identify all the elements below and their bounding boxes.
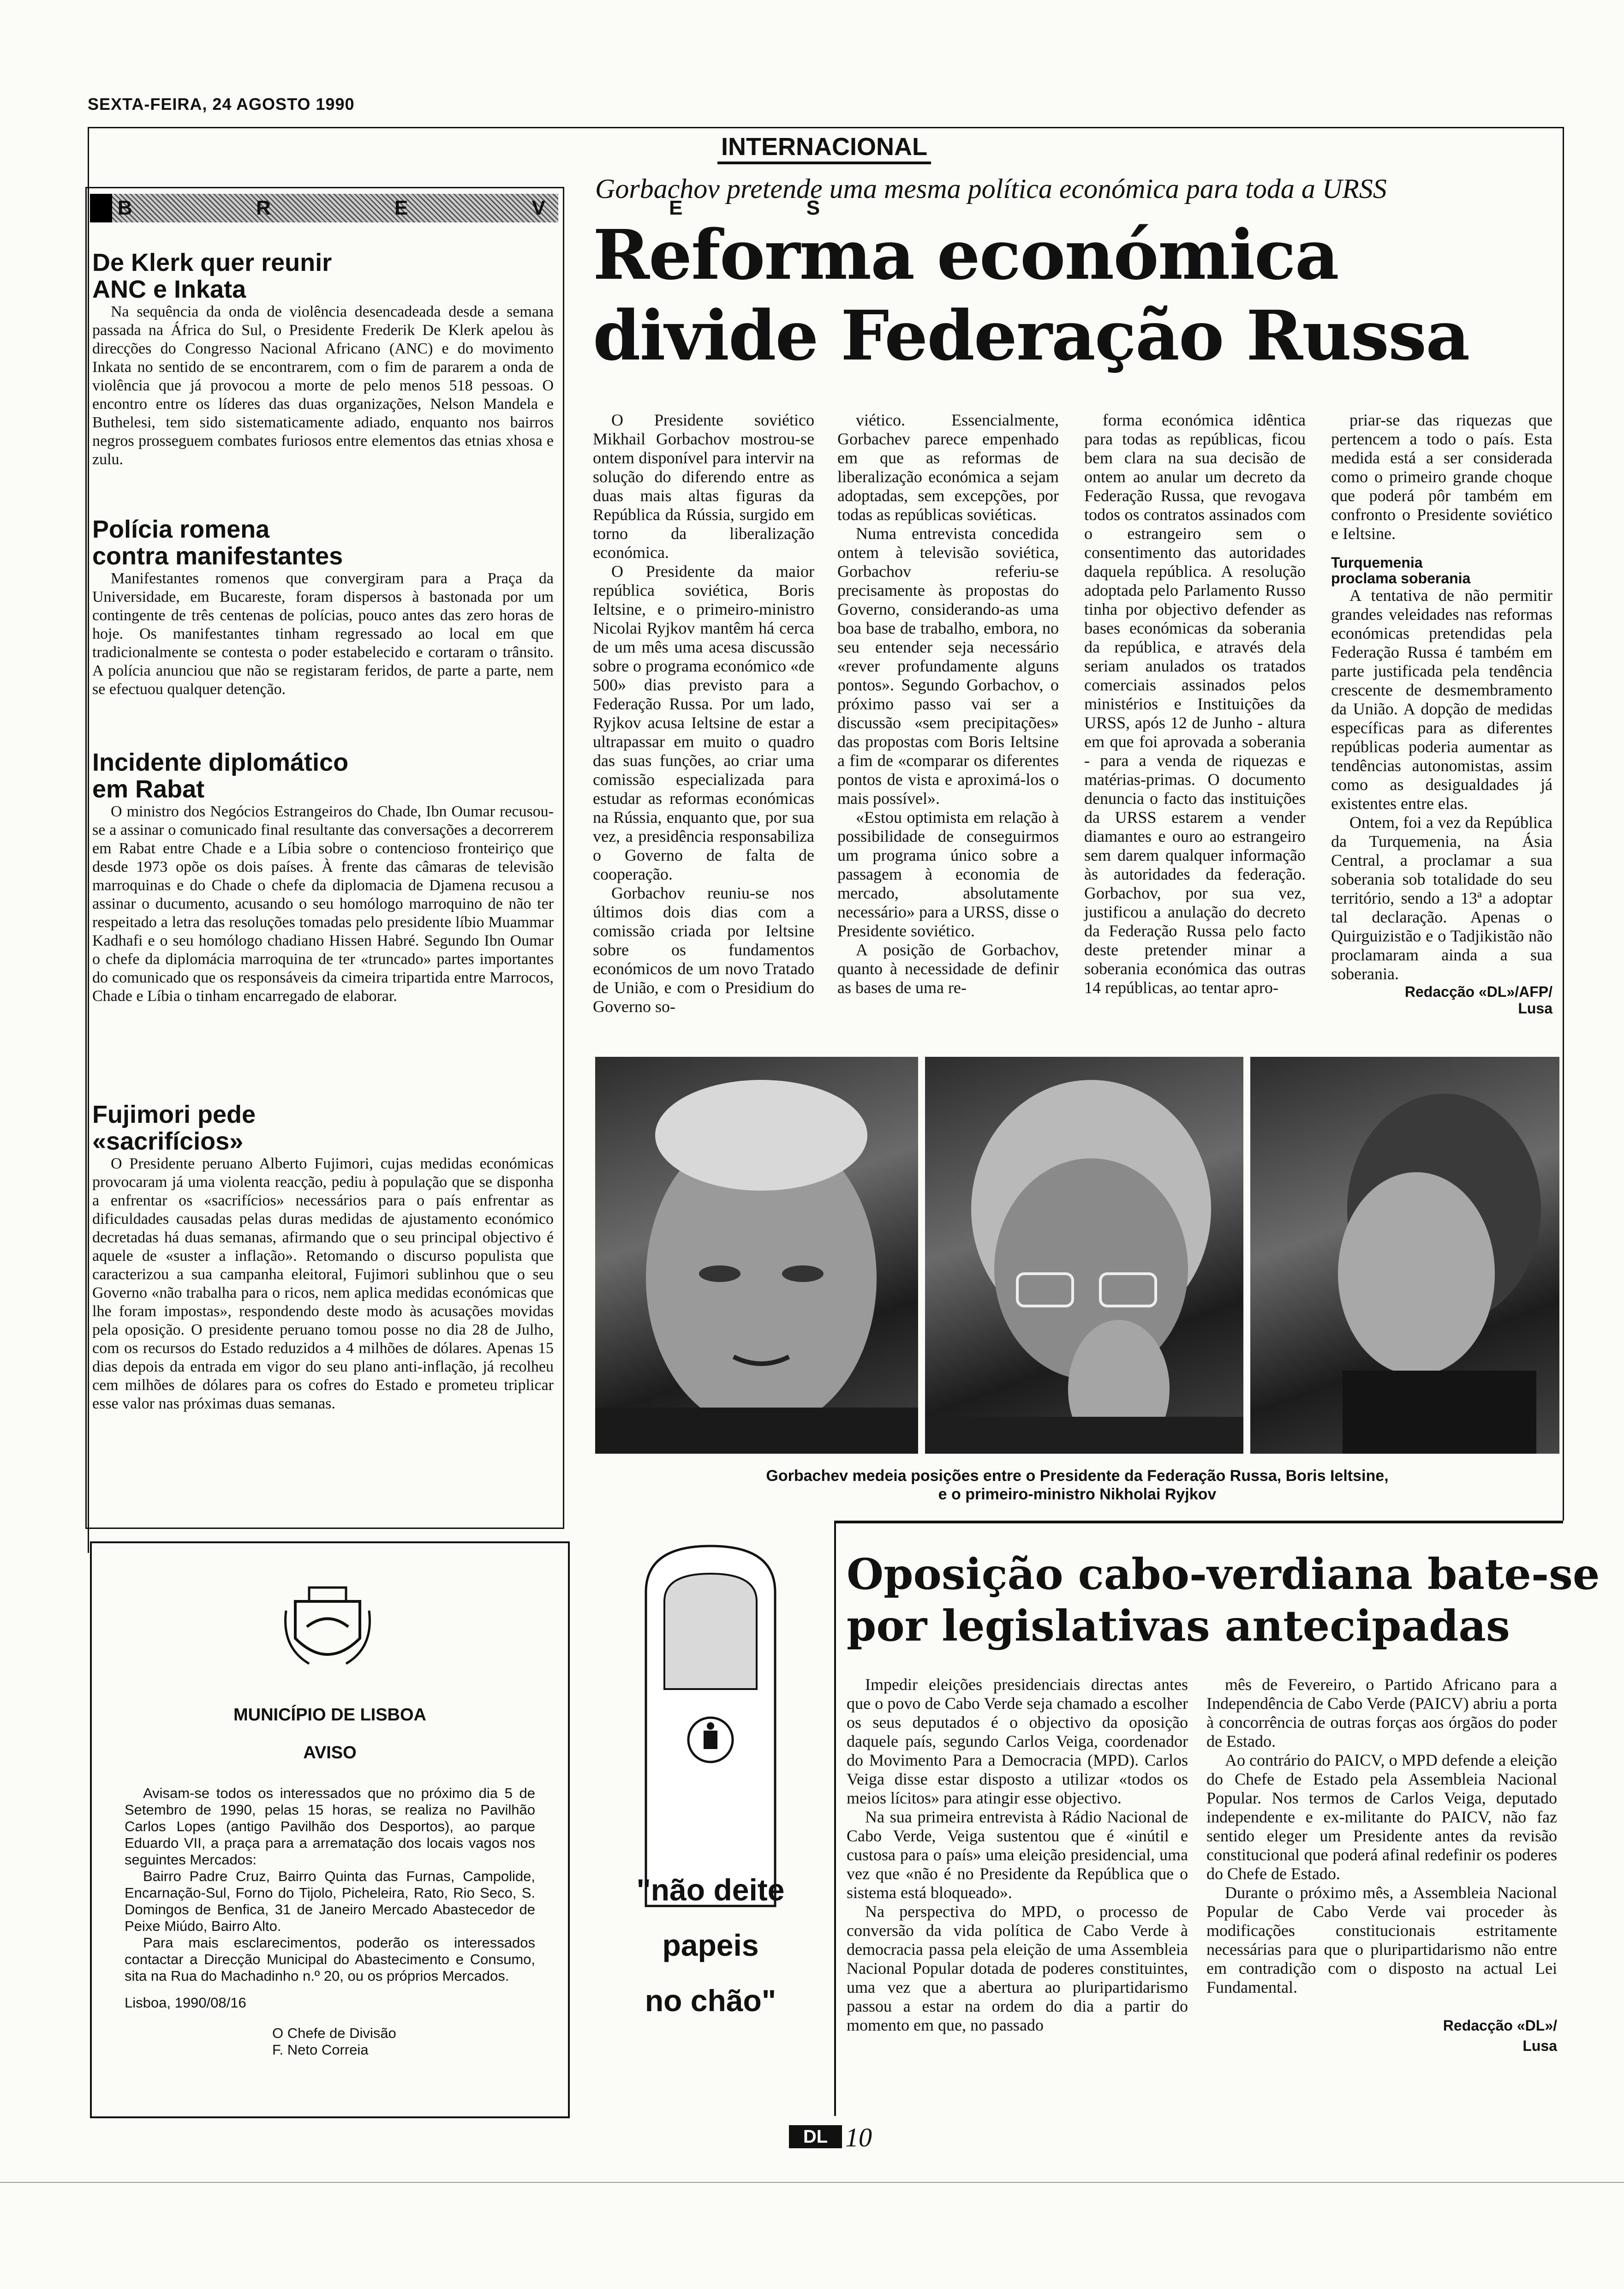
- column-4b-text: [1331, 586, 1552, 983]
- aviso-paragraph: Para mais esclarecimentos, poderão os interessados contactar a Direcção Municipal do Abastecimento e Consumo, sita na Rua do Machadinho n.º 20, ou os próprios Mercados.: [125, 1935, 535, 1984]
- breves-banner: [90, 194, 879, 222]
- photo-caption: [595, 1467, 1559, 1504]
- second-column-2: [1206, 1675, 1557, 2056]
- photo-gorbachov-svg: [925, 1057, 1243, 1454]
- breve-title: ANC e Inkata: [92, 276, 246, 303]
- article-kicker: Gorbachov pretende uma mesma política económica para toda a URSS: [595, 174, 1387, 204]
- aviso-paragraph: Bairro Padre Cruz, Bairro Quinta das Furnas, Campolide, Encarnação-Sul, Forno do Tijolo, Picheleira, Rato, Rio Seco, S. Domingos de Benfica, 31 de Janeiro Mercado Abastecedor de Peixe Miúdo, Bairro Alto.: [125, 1868, 535, 1934]
- second-column-1: [847, 1675, 1188, 2035]
- paragraph: Ontem, foi a vez da República da Turquemenia, na Ásia Central, a proclamar a sua soberania sob totalidade do seu território, sendo a 13ª a adoptar tal declaração. Apenas o Quirguizistão e o Tadjikistão não proclamaram ainda a sua soberania.: [1331, 813, 1552, 983]
- column-4-text: [1331, 411, 1552, 543]
- slogan-line: "não deite: [636, 1873, 785, 1907]
- caption-line: e o primeiro-ministro Nikholai Ryjkov: [938, 1486, 1217, 1503]
- headline-line: divide Federação Russa: [593, 295, 1469, 376]
- aviso-paragraph: Avisam-se todos os interessados que no próximo dia 5 de Setembro de 1990, pelas 15 horas, se realiza no Pavilhão Carlos Lopes (antigo Pavilhão dos Desportos), ao parque Eduardo VII, a praça para a arrematação dos locais vagos nos seguintes Mercados:: [125, 1785, 535, 1868]
- breve-1: [92, 249, 554, 469]
- credit-line: Redacção «DL»/AFP/: [1404, 983, 1552, 1000]
- breve-title: em Rabat: [92, 775, 205, 803]
- aviso-title: AVISO: [303, 1743, 357, 1762]
- paragraph: Na perspectiva do MPD, o processo de conversão da vida política de Cabo Verde à democracia passa pela eleição de uma Assembleia Nacional Popular dotada de poderes constituintes, uma vez que a abertura ao pluripartidarismo passou a estar na ordem do dia a partir do momento em que, no passado: [847, 1902, 1188, 2034]
- breves-banner-label: B R E V E S: [118, 197, 879, 219]
- paragraph: O Presidente da maior república soviética, Boris Ieltsine, e o primeiro-ministro Nicolai Ryjkov mantêm há cerca de um mês uma acesa discussão sobre o programa económico «de 500» dias previsto para a Federação Russa. Por um lado, Ryjkov acusa Ieltsine de estar a ultrapassar em muito o quadro das suas funções, ao criar uma comissão especializada para estudar as reformas económicas na Rússia, enquanto que, por sua vez, a presidência responsabiliza o Governo de falta de cooperação.: [593, 562, 814, 883]
- date-line: SEXTA-FEIRA, 24 AGOSTO 1990: [88, 95, 355, 114]
- paragraph: «Estou optimista em relação à possibilidade de conseguirmos um programa único sobre a passagem à economia de mercado, absolutamente necessário» para a URSS, disse o Presidente soviético.: [837, 808, 1059, 940]
- litter-bin-icon: [595, 1537, 826, 1915]
- slogan-line: no chão": [645, 1983, 776, 2018]
- credit-line: Redacção «DL»/: [1443, 2017, 1557, 2034]
- photo-gorbachov: [925, 1057, 1243, 1454]
- subhead: [1331, 555, 1552, 586]
- header-rule: [88, 127, 1564, 128]
- breve-text: O ministro dos Negócios Estrangeiros do Chade, Ibn Oumar recusou-se a assinar o comunicado final resultante das conversações a decorrerem em Rabat entre Chade e a Líbia sobre o contencioso fronteiriço que desde 1973 opõe os dois países. À frente das câmaras de televisão marroquinas e do Chade o chefe da diplomacia de Djamena recusou a assinar o ducumento, acusando o seu homólogo marroquino de não ter respeitado a letra das resoluções tomadas pelo presidente líbio Muammar Kadhafi e o seu homólogo chadiano Hissen Habré. Segundo Ibn Oumar o chefe da diplomácia marroquina de ter «truncado» partes importantes do comunicado que os responsáveis da cimeira tripartida entre Marrocos, Chade e Líbia o tinham encarregado de elaborar.: [92, 803, 554, 1005]
- headline-line: por legislativas antecipadas: [847, 1601, 1510, 1651]
- photo-ryjkov-svg: [1250, 1057, 1559, 1454]
- paragraph: Na sua primeira entrevista à Rádio Nacional de Cabo Verde, Veiga sustentou que é «inútil e custosa para o país» uma eleição presidencial, uma vez que «não é no Presidente da República que o sistema está bloqueado».: [847, 1808, 1188, 1902]
- paragraph: viético. Essencialmente, Gorbachev parece empenhado em que as reformas de liberalização económica a sejam adoptadas, sem excepções, por todas as repúblicas soviéticas.: [837, 411, 1059, 524]
- breve-4: [92, 1101, 554, 1413]
- article-column-4: [1331, 411, 1552, 1017]
- second-article-rule: [834, 1521, 1563, 1523]
- article-headline: [593, 215, 1469, 376]
- breve-text: O Presidente peruano Alberto Fujimori, cujas medidas económicas provocaram já uma violenta reacção, pediu à população que se disponha a enfrentar os «sacrifícios» necessários para o país enfrentar as dificuldades causadas pelas duras medidas de ajustamento económico decretadas há duas semanas, afirmando que o seu principal objectivo é aquele de «suster a inflação». Retomando o discurso populista que caracterizou a sua campanha eleitoral, Fujimori sublinhou que o seu Governo «não trabalha para o ricos, nem aplica medidas económicas que lhe foram impostas», respondendo deste modo às acusações movidas pela oposição. O presidente peruano tomou posse no dia 28 de Julho, com os recursos do Estado reduzidos a 4 milhões de dólares. Apenas 15 dias depois da entrada em vigor do seu plano anti-inflação, já recolheu cem milhões de dólares para os cofres do Estado e prometeu triplicar esse valor nas próximas duas semanas.: [92, 1155, 554, 1412]
- article-column-1: [593, 411, 814, 1016]
- paragraph: Numa entrevista concedida ontem à televisão soviética, Gorbachov referiu-se precisamente às propostas do Governo, considerando-as uma boa base de trabalho, embora, no seu entender seja necessário «rever profundamente alguns pontos». Segundo Gorbachov, o próximo passo vai ser a discussão «sem precipitações» das propostas com Boris Ieltsine a fim de «comparar os diferentes pontos de vista e aproximá-los o mais possível».: [837, 524, 1059, 808]
- photo-ieltsine-svg: [595, 1057, 918, 1454]
- breve-text: Na sequência da onda de violência desencadeada desde a semana passada na África do Sul, o Presidente Frederik De Klerk apelou às direcções do Congresso Nacional Africano (ANC) e do movimento Inkata no sentido de se encontrarem, com o fim de pararem a onda de violência que já provocou a morte de pelo menos 518 pessoas. O encontro entre os líderes das duas organizações, Nelson Mandela e Buthelesi, tem sido sistematicamente adiado, enquanto nos bairros negros prosseguem combates furiosos entre elementos das etnias xhosa e zulu.: [92, 303, 554, 468]
- aviso-signature: F. Neto Correia: [272, 2042, 369, 2058]
- headline-line: Reforma económica: [593, 215, 1338, 295]
- breve-text: Manifestantes romenos que convergiram para a Praça da Universidade, em Bucareste, foram dispersos à bastonada por um contingente de três centenas de polícias, pouco antes das zero horas de hoje. Os manifestantes tinham regressado ao local em que tradicionalmente se contesta o poder estabelecido e cortaram o trânsito. A polícia anunciou que não se registaram feridos, de parte a parte, nem se efectuou qualquer detenção.: [92, 570, 554, 698]
- paragraph: priar-se das riquezas que pertencem a todo o país. Esta medida está a ser considerada como o primeiro grande choque que poderá pôr também em confronto o Presidente soviético e Ieltsine.: [1331, 411, 1552, 543]
- paragraph: Impedir eleições presidenciais directas antes que o povo de Cabo Verde seja chamado a escolher os seus deputados é o objectivo da oposição daquele país, segundo Carlos Veiga, coordenador do Movimento Para a Democracia (MPD). Carlos Veiga disse estar disposto a utilizar «todos os meios lícitos» para atingir esse objectivo.: [847, 1675, 1188, 1807]
- breve-title: Incidente diplomático: [92, 749, 349, 776]
- footer-rule: [0, 2182, 1624, 2183]
- article-column-2: [837, 411, 1059, 997]
- photo-ieltsine: [595, 1057, 918, 1454]
- second-column-2-text: [1206, 1675, 1557, 1997]
- caption-line: Gorbachev medeia posições entre o Presidente da Federação Russa, Boris Ieltsine,: [766, 1467, 1389, 1485]
- paragraph: A posição de Gorbachov, quanto à necessidade de definir as bases de uma re-: [837, 941, 1059, 997]
- paragraph: Gorbachov reuniu-se nos últimos dois dias com a comissão criada por Ieltsine sobre os fundamentos económicos de um novo Tratado de União, e com o Presidium do Governo so-: [593, 884, 814, 1016]
- article-column-3: [1084, 411, 1306, 997]
- coat-of-arms-icon: [281, 1583, 374, 1675]
- breve-title: De Klerk quer reunir: [92, 249, 332, 276]
- footer-logo: DL: [789, 2125, 842, 2148]
- aviso-org: MUNICÍPIO DE LISBOA: [233, 1705, 427, 1725]
- right-frame-rule: [1563, 127, 1564, 1521]
- breve-title: contra manifestantes: [92, 542, 343, 570]
- second-headline: [847, 1548, 1600, 1652]
- breve-3: [92, 749, 554, 1006]
- aviso-date: Lisboa, 1990/08/16: [125, 1995, 246, 2011]
- slogan-line: papeis: [662, 1928, 759, 1962]
- photo-ryjkov: [1250, 1057, 1559, 1454]
- litter-ad-slogan: [595, 1862, 826, 2028]
- credit-line: Lusa: [1518, 1000, 1552, 1017]
- second-credit: [1206, 2015, 1557, 2056]
- credit-line: Lusa: [1522, 2037, 1557, 2054]
- subhead-line: proclama soberania: [1331, 570, 1471, 587]
- paragraph: forma económica idêntica para todas as repúblicas, ficou bem clara na sua decisão de ontem ao anular um decreto da Federação Russa, que revogava todos os contratos assinados com o estrangeiro sem o consentimento das autoridades daquela república. A resolução adoptada pelo Parlamento Russo tinha por objectivo defender as bases económicas da soberania da república, e através dela seriam anulados os tratados comerciais assinados pelos ministérios e Instituições da URSS, após 12 de Junho - altura em que foi aprovada a soberania - para a venda de riquezas e matérias-primas. O documento denuncia o facto das instituições da URSS estarem a vender diamantes e ouro ao estrangeiro sem darem qualquer informação às autoridades da federação. Gorbachov, por sua vez, justificou a anulação do decreto da Federação Russa pelo facto deste pretender minar a soberania económica das outras 14 repúblicas, ao tentar apro-: [1084, 411, 1306, 997]
- breve-title: Fujimori pede: [92, 1101, 256, 1128]
- page-number: 10: [845, 2122, 872, 2152]
- litter-ad: [595, 1537, 826, 2114]
- second-article-left-rule: [834, 1521, 836, 2116]
- paragraph: Ao contrário do PAICV, o MPD defende a eleição do Chefe de Estado pela Assembleia Nacional Popular. Nos termos de Carlos Veiga, deputado independente e ex-militante do PAICV, não faz sentido eleger um Presidente antes da revisão constitucional que poderá afinal redefinir os poderes do Chefe de Estado.: [1206, 1751, 1557, 1883]
- article-credit: [1331, 983, 1552, 1017]
- section-label: INTERNACIONAL: [717, 132, 931, 164]
- breve-2: [92, 516, 554, 699]
- aviso-body: [125, 1785, 535, 2058]
- paragraph: O Presidente soviético Mikhail Gorbachov mostrou-se ontem disponível para intervir na solução do diferendo entre as duas mais altas figuras da República da Rússia, surgido em torno da liberalização económica.: [593, 411, 814, 562]
- breve-title: Polícia romena: [92, 515, 270, 543]
- breve-title: «sacrifícios»: [92, 1127, 244, 1155]
- paragraph: mês de Fevereiro, o Partido Africano para a Independência de Cabo Verde (PAICV) abriu a porta à concorrência de outras forças aos órgãos do poder de Estado.: [1206, 1675, 1557, 1750]
- aviso-signature: O Chefe de Divisão: [272, 2025, 396, 2041]
- paragraph: A tentativa de não permitir grandes veleidades nas reformas económicas pretendidas pela Federação Russa é também em parte justificada pela tendência crescente de desmembramento da União. A dopção de medidas específicas para as diferentes repúblicas poderia aumentar as tendências autonomistas, assim como as desigualdades já existentes entre elas.: [1331, 586, 1552, 813]
- breves-banner-block: [90, 194, 112, 222]
- subhead-line: Turquemenia: [1331, 554, 1423, 571]
- paragraph: Durante o próximo mês, a Assembleia Nacional Popular de Cabo Verde vai proceder às modificações constitucionais estritamente necessárias para que o pluripartidarismo não entre em contradição com o disposto na actual Lei Fundamental.: [1206, 1883, 1557, 1996]
- headline-line: Oposição cabo-verdiana bate-se: [847, 1549, 1600, 1599]
